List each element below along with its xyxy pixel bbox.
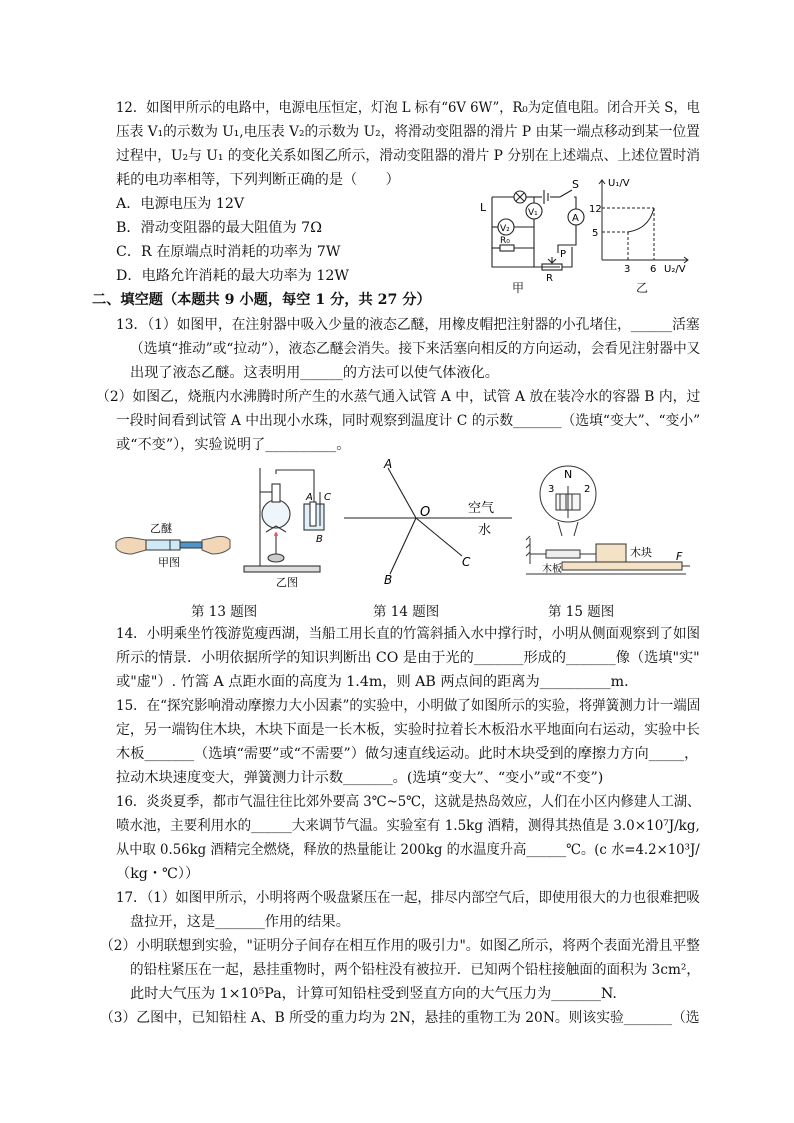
q12-voltage-graph — [588, 172, 698, 282]
fig14-B-label: B — [384, 573, 393, 587]
fig15-tick-3: 3 — [548, 484, 555, 495]
q15-line-3: 木板_______（选填“需要”或“不需要”）做匀速直线运动。此时木块受到的摩擦力方向_____， — [116, 746, 699, 762]
q13-line-4: （2）如图乙，烧瓶内水沸腾时所产生的水蒸气通入试管 A 中，试管 A 放在装冷水的容器 B 内，过 — [96, 389, 701, 405]
graph-x-tick-6: 6 — [650, 264, 657, 275]
fig13-B-label: B — [316, 534, 323, 545]
q16-line-2: 喷水池，主要利用水的______大来调节气温。实验室有 1.5kg 酒精，测得其热值是 3.0×10⁷J/kg, — [116, 818, 700, 834]
q16-line-1: 16．炎炎夏季，都市气温往往比郊外要高 3℃~5℃，这就是热岛效应，人们在小区内修建人工湖、 — [116, 794, 701, 810]
fig14-C-label: C — [462, 555, 471, 569]
label-A: A — [572, 213, 579, 224]
q15-line-2: 定，另一端钩住木块，木块下面是一长木板，实验时拉着长木板沿水平地面向右运动，实验中长 — [116, 722, 700, 738]
label-V2: V₂ — [500, 224, 510, 234]
q16-line-4: （kg・℃）） — [116, 866, 200, 882]
section-title: 二、填空题（本题共 9 小题，每空 1 分，共 27 分） — [92, 292, 431, 308]
fig13-flask-apparatus — [240, 462, 340, 590]
fig13-jia-label: 甲图 — [158, 556, 180, 569]
q12-line-2: 压表 V₁的示数为 U₁,电压表 V₂的示数为 U₂，将滑动变阻器的滑片 P 由某一端点移动到某一位置 — [116, 124, 700, 140]
fig15-board-label: 木板 — [542, 564, 562, 575]
graph-y-tick-5: 5 — [592, 228, 599, 239]
q17-line-4: 的铅柱紧压在一起，悬挂重物时，两个铅柱没有被拉开．已知两个铅柱接触面的面积为 3cm²， — [130, 962, 700, 978]
fig15-tick-2: 2 — [584, 484, 591, 495]
fig15-block-label: 木块 — [630, 546, 652, 559]
q13-line-3: 出现了液态乙醚。这表明用______的方法可以使气体液化。 — [130, 365, 499, 381]
graph-x-tick-3: 3 — [624, 264, 631, 275]
q12-option-a: A．电源电压为 12V — [116, 196, 245, 212]
q16-line-3: 从中取 0.56kg 酒精完全燃烧，释放的热量能让 200kg 的水温度升高______℃。(c 水=4.2×10³J/ — [116, 842, 700, 858]
label-L: L — [480, 201, 487, 214]
q12-line-3: 过程中，U₂与 U₁ 的变化关系如图乙所示，滑动变阻器的滑片 P 分别在上述端点、上述位置时消 — [116, 148, 701, 164]
q14-line-3: 或"虚"）. 竹篙 A 点距水面的高度为 1.4m，则 AB 两点间的距离为__________m． — [116, 674, 639, 690]
q12-line-1: 12．如图甲所示的电路中，电源电压恒定，灯泡 L 标有“6V 6W”，R₀为定值电阻。闭合开关 S，电 — [116, 100, 700, 116]
label-R: R — [546, 273, 553, 284]
label-V1: V₁ — [528, 208, 538, 218]
label-S: S — [572, 178, 579, 191]
q15-line-4: 拉动木块速度变大，弹簧测力计示数_______。(选填“变大”、“变小”或“不变”) — [116, 770, 604, 786]
q14-line-2: 所示的情景．小明依据所学的知识判断出 CO 是由于光的_______形成的_______像（选填"实" — [116, 650, 700, 666]
label-P: P — [560, 249, 567, 260]
fig13-A-label: A — [306, 492, 313, 503]
q17-line-5: 此时大气压为 1×10⁵Pa，计算可知铅柱受到竖直方向的大气压力为_______N. — [130, 986, 617, 1002]
label-R0: R₀ — [500, 236, 510, 246]
fig15-N-label: N — [564, 468, 573, 481]
q17-line-2: 盘拉开，这是_______作用的结果。 — [130, 914, 350, 930]
fig14-A-label: A — [384, 457, 393, 471]
fig14-air-label: 空气 — [468, 501, 495, 516]
fig14-O-label: O — [420, 505, 431, 520]
q14-line-1: 14．小明乘坐竹筏游览瘦西湖，当船工用长直的竹篙斜插入水中撑行时，小明从侧面观察到了如图 — [116, 626, 700, 642]
q12-line-4: 耗的电功率相等，下列判断正确的是（ ） — [116, 172, 400, 188]
q12-option-b: B．滑动变阻器的最大阻值为 7Ω — [116, 220, 322, 236]
fig14-caption: 第 14 题图 — [373, 604, 440, 620]
graph-y-tick-12: 12 — [589, 204, 602, 215]
q17-line-1: 17．（1）如图甲所示，小明将两个吸盘紧压在一起，排尽内部空气后，即使用很大的力也很难把吸 — [116, 890, 700, 906]
q12-option-d: D．电路允许消耗的最大功率为 12W — [116, 268, 349, 284]
fig14-refraction — [344, 458, 514, 586]
fig15-friction-setup — [522, 464, 692, 576]
q13-line-1: 13．（1）如图甲，在注射器中吸入少量的液态乙醚，用橡皮帽把注射器的小孔堵住，______活塞 — [116, 317, 700, 333]
q17-line-3: （2）小明联想到实验，"证明分子间存在相互作用的吸引力"。如图乙所示，将两个表面光滑且平整 — [100, 938, 700, 954]
fig14-water-label: 水 — [478, 523, 492, 538]
fig13-C-label: C — [324, 492, 331, 503]
q15-line-1: 15．在“探究影响滑动摩擦力大小因素”的实验中，小明做了如图所示的实验，将弹簧测力计一端固 — [116, 698, 701, 714]
fig13-caption: 第 13 题图 — [191, 604, 258, 620]
q13-line-2: （选填“推动”或“拉动”），液态乙醚会消失。接下来活塞向相反的方向运动，会看见注射器中又 — [130, 341, 701, 357]
q17-line-6: （3）乙图中，已知铅柱 A、B 所受的重力均为 2N，悬挂的重物工为 20N。则该实验_______（选 — [100, 1010, 700, 1026]
q13-line-6: 或“不变”），实验说明了__________。 — [116, 437, 351, 453]
fig-jia-caption: 甲 — [512, 281, 525, 295]
fig15-F-label: F — [676, 550, 683, 563]
fig-yi-caption: 乙 — [636, 281, 649, 295]
fig13-yi-label: 乙图 — [276, 576, 298, 589]
q13-line-5: 一段时间看到试管 A 中出现小水珠，同时观察到温度计 C 的示数_______（选填“变大”、“变小” — [116, 413, 701, 429]
graph-y-label: U₁/V — [608, 178, 630, 189]
q12-option-c: C．R 在原端点时消耗的功率为 7W — [116, 244, 341, 260]
fig15-caption: 第 15 题图 — [548, 604, 615, 620]
graph-x-label: U₂/V — [664, 264, 686, 275]
fig13-ether-label: 乙醚 — [150, 522, 172, 535]
fig13-syringe — [112, 522, 234, 570]
